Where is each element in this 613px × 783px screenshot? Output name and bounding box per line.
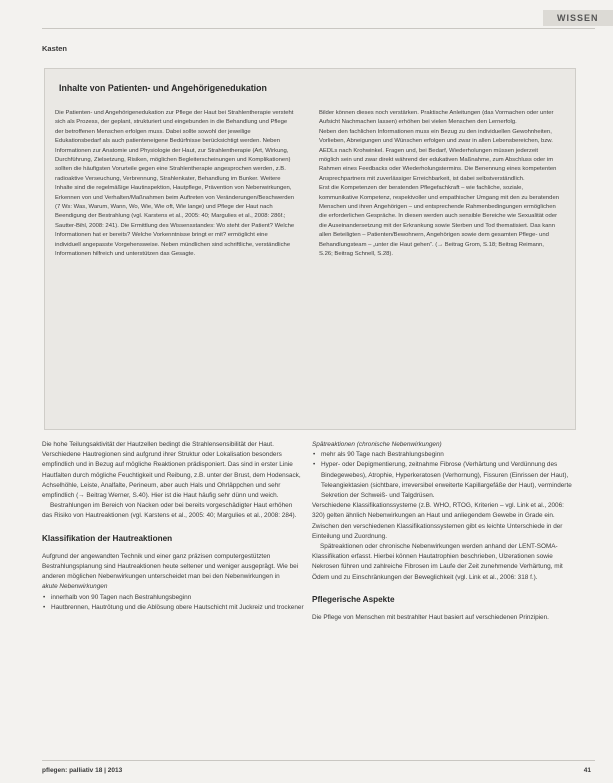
section-heading: Klassifikation der Hautreaktionen: [42, 533, 173, 543]
list-item: • mehr als 90 Tage nach Bestrahlungsbeginn: [312, 450, 574, 460]
body-paragraph: Spätreaktionen oder chronische Nebenwirkungen werden anhand der LENT-SOMA-Klassifikation erfasst. Hierbei können Hautatrophien beschrieben, Ulzerationen sowie Nekrosen führen und zahlreiche Fibrosen im Laufe der Zeit zunehmende Verhärtung, mit Ödem und zu Einschränkungen der Beweglichkeit (vgl. Link et al., 2006: 318 f.).: [312, 543, 563, 581]
info-box-paragraph: Die Patienten- und Angehörigenedukation zur Pflege der Haut bei Strahlentherapie versteht sich als Prozess, der geplant, strukturiert und eingebunden in die Behandlung und Pflege der betroffenen Menschen erfolgen muss. Dabei sollte sowohl der jeweilige Edukationsbedarf als auch patienteneigene Bedürfnisse berücksichtigt werden. Neben Informationen zur Anatomie und Physiologie der Haut, zur Strahlentherapie (Art, Wirkung, Durchführung, Zielsetzung, Risiken, möglichen Begleiterscheinungen und Komplikationen) sollten die häufigsten Vorurteile gegen eine Strahlentherapie angesprochen werden, z.B. radioaktive Verseuchung, Verbrennung, Strahlenkater, Behandlung im Bunker. Weitere Inhalte sind die regelmäßige Hautinspektion, Hautpflege, Prävention von Nebenwirkungen, Erkennen von und Verhalten/Maßnahmen beim Auftreten von Veränderungen/Beschwerden (7 Ws: Was, Warum, Wann, Wo, Wie, Wie oft, Wie lange) und Pflege der Haut nach Beendigung der Bestrahlung (vgl. Karstens et al., 2005: 40; Margulies et al., 2008: 286f.; Sautter-Bihl, 2008: 241). Die Ermittlung des Wissensstandes: Wo steht der Patient? Welche Informationen hat er bereits? Welche Vorkenntnisse bringt er mit? ermöglicht eine individuell angepasste Vorgehensweise. Neben mündlichen sind schriftliche, verständliche Informationen hilfreich und unterstützen das Gesagte.: [55, 110, 295, 258]
body-paragraph: Aufgrund der angewandten Technik und einer ganz präzisen computergestützten Bestrahlungsplanung sind Hautreaktionen heute seltener und weniger ausgeprägt. Wie bei anderen möglichen Nebenwirkungen unterscheidet man bei den Nebenwirkungen in: [42, 552, 299, 581]
list-item: • Hyper- oder Depigmentierung, zeitnahme Fibrose (Verhärtung und Verdünnung des Bindegewebes), Atrophie, Hyperkeratosen (Verhornung), Fissuren (Einrissen der Haut), Teleangiektasien (sichtbare, irreversibel erweiterte Kapillargefäße der Haut), verminderte Sekretion der Schweiß- und Talgdrüsen.: [312, 460, 574, 501]
body-paragraph: Bestrahlungen im Bereich von Nacken oder bei bereits vorgeschädigter Haut erhöhen das Risiko von Hautreaktionen (vgl. Karstens et al., 2005: 40; Margulies et al., 2008: 284).: [42, 502, 297, 520]
body-paragraph: Die hohe Teilungsaktivität der Hautzellen bedingt die Strahlensensibilität der Haut. Verschiedene Hautregionen sind aufgrund ihrer Struktur oder Lokalisation besonders empfindlich und in Bezug auf mögliche Reaktionen prädisponiert. Das sind in erster Linie Hautfalten durch mögliche Feuchtigkeit und Reibung, z.B. unter der Brust, dem Hodensack, Achselhöhle, Leiste, Analfalte, Perineum, aber auch Hals und Ohrläppchen und sehr empfindlich (→ Beitrag Werner, S.40). Hier ist die Haut häufig sehr dünn und weich.: [42, 441, 301, 500]
footer-journal: pflegen: palliativ 18 | 2013: [42, 767, 123, 774]
section-heading: Pflegerische Aspekte: [312, 594, 395, 604]
info-box: [44, 68, 576, 430]
body-right-column: [312, 440, 574, 623]
info-box-paragraph: Erst die Kompetenzen der beratenden Pflegefachkraft – wie fachliche, soziale, kommunikative Kompetenz, respektvoller und empathischer Umgang mit den zu beratenden Menschen und ihren Angehörigen – und entsprechende Rahmenbedingungen ermöglichen die erforderlichen Gespräche. In diesen werden auch sensible Bereiche wie Sexualität oder die Auseinandersetzung mit der Erkrankung sowie Sterben und Tod thematisiert. Das kann allen Beteiligten – Patienten/Bewohnern, Angehörigen sowie dem gesamten Pflege- und Behandlungsteam – „unter die Haut gehen“. (→ Beitrag Grom, S.18; Beitrag Reimann, S.26; Beitrag Schnell, S.28).: [319, 185, 560, 258]
list-subheading: Spätreaktionen (chronische Nebenwirkungen): [312, 441, 442, 448]
body-paragraph: Die Pflege von Menschen mit bestrahlter Haut basiert auf verschiedenen Prinzipien.: [312, 614, 549, 622]
body-left-column: [42, 440, 304, 613]
page-number: 41: [583, 767, 591, 774]
top-rule: [42, 28, 595, 29]
list-item: • Hautbrennen, Hautrötung und die Ablösung obere Hautschicht mit Juckreiz und trockener: [42, 603, 304, 613]
section-tab: WISSEN: [543, 10, 613, 26]
bullet-list: [312, 450, 574, 501]
body-paragraph: Verschiedene Klassifikationssysteme (z.B. WHO, RTOG, Kriterien – vgl. Link et al., 2006: 320) gelten ähnlich Nebenwirkungen an Haut und anliegendem Gewebe in Grade ein. Zwischen den verschiedenen Klassifikationssystemen gibt es leichte Unterschiede in der Einteilung und Zuordnung.: [312, 502, 564, 540]
info-box-right-column: [319, 109, 559, 260]
info-box-title: Inhalte von Patienten- und Angehörigenedukation: [59, 83, 267, 93]
footer-rule: [42, 760, 595, 761]
kasten-label: Kasten: [42, 44, 68, 53]
list-subheading: akute Nebenwirkungen: [42, 583, 108, 591]
info-box-paragraph: Bilder können dieses noch verstärken. Praktische Anleitungen (das Vormachen oder unter Aufsicht Nachmachen lassen) erhöhen bei vielen Menschen den Lernerfolg.: [319, 110, 554, 126]
info-box-paragraph: Neben den fachlichen Informationen muss ein Bezug zu den individuellen Gewohnheiten, Vorlieben, Abneigungen und Wünschen erfolgen und zwar in allen Lebensbereichen, bzw. AEDLs nach Krohwinkel. Fragen und, bei Bedarf, Wiederholungen müssen jederzeit möglich sein und zwar direkt während der edukativen Maßnahme, zum Abschluss oder im Rahmen eines Feedbacks oder Wiederholungstermins. Die Benennung eines kompetenten Ansprechpartners mit zuverlässiger Erreichbarkeit, ist dabei selbstverständlich.: [319, 128, 557, 182]
list-item: • innerhalb von 90 Tagen nach Bestrahlungsbeginn: [42, 593, 304, 603]
bullet-list: [42, 593, 304, 613]
info-box-left-column: [55, 109, 295, 260]
